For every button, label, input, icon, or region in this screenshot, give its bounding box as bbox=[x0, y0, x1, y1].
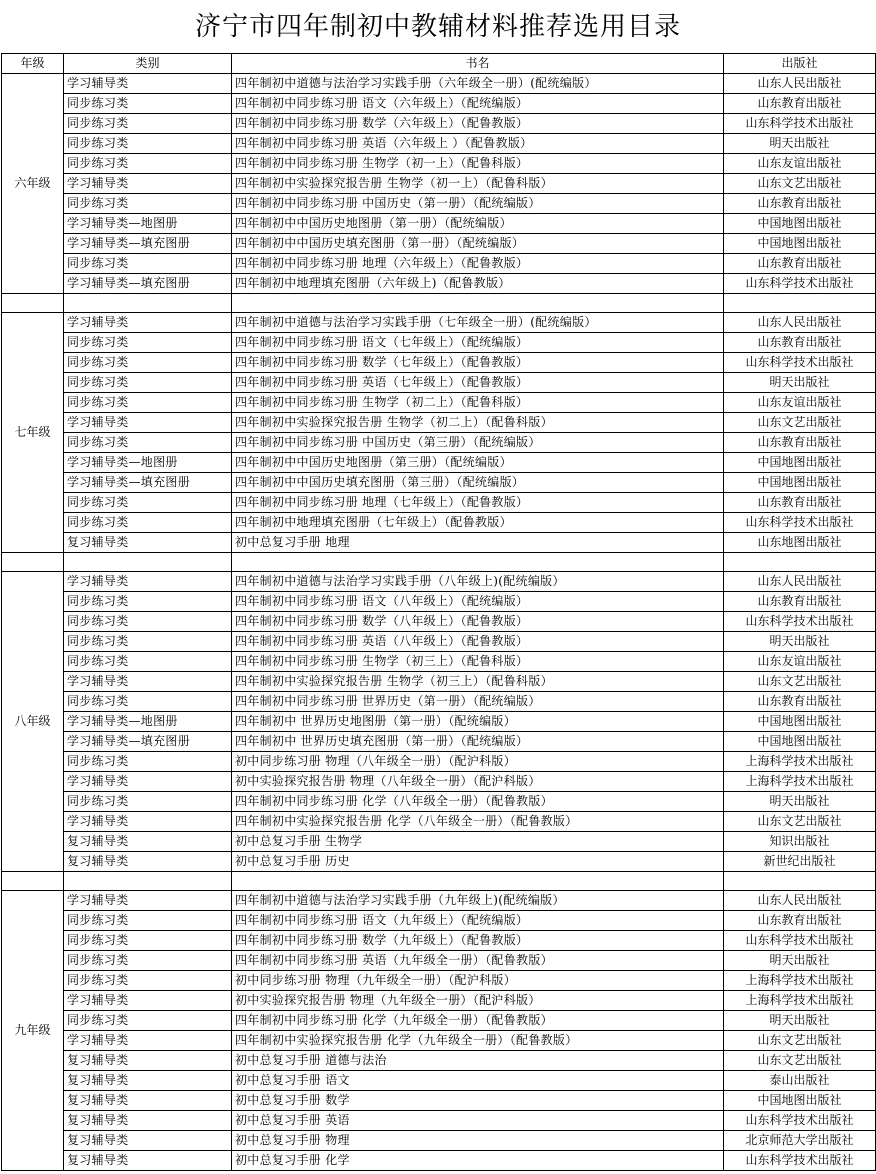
category-cell: 学习辅导类 bbox=[64, 413, 232, 433]
book-title-cell: 四年制初中同步练习册 地理（六年级上）（配鲁教版） bbox=[232, 254, 724, 274]
spacer-row bbox=[2, 294, 876, 313]
book-title-cell: 初中总复习手册 数学 bbox=[232, 1091, 724, 1111]
book-title-cell: 四年制初中实验探究报告册 生物学（初一上）（配鲁科版） bbox=[232, 174, 724, 194]
spacer-row bbox=[2, 872, 876, 891]
category-cell: 学习辅导类—填充图册 bbox=[64, 473, 232, 493]
book-title-cell: 四年制初中中国历史地图册（第三册）（配统编版） bbox=[232, 453, 724, 473]
category-cell: 同步练习类 bbox=[64, 194, 232, 214]
table-row bbox=[2, 911, 876, 931]
table-row bbox=[2, 74, 876, 94]
book-title-cell: 四年制初中同步练习册 数学（七年级上）（配鲁教版） bbox=[232, 353, 724, 373]
header-publisher: 出版社 bbox=[724, 54, 876, 74]
book-title-cell: 初中实验探究报告册 物理（九年级全一册）（配沪科版） bbox=[232, 991, 724, 1011]
publisher-cell: 泰山出版社 bbox=[724, 1071, 876, 1091]
publisher-cell: 明天出版社 bbox=[724, 792, 876, 812]
book-title-cell: 四年制初中同步练习册 中国历史（第三册）（配统编版） bbox=[232, 433, 724, 453]
category-cell: 同步练习类 bbox=[64, 592, 232, 612]
book-title-cell: 初中同步练习册 物理（九年级全一册）（配沪科版） bbox=[232, 971, 724, 991]
publisher-cell: 山东科学技术出版社 bbox=[724, 114, 876, 134]
publisher-cell: 新世纪出版社 bbox=[724, 852, 876, 872]
publisher-cell: 明天出版社 bbox=[724, 632, 876, 652]
table-row bbox=[2, 632, 876, 652]
category-cell: 学习辅导类 bbox=[64, 891, 232, 911]
publisher-cell: 山东科学技术出版社 bbox=[724, 931, 876, 951]
publisher-cell: 山东人民出版社 bbox=[724, 891, 876, 911]
category-cell: 复习辅导类 bbox=[64, 1151, 232, 1171]
spacer-cell bbox=[724, 872, 876, 891]
publisher-cell: 山东人民出版社 bbox=[724, 572, 876, 592]
publisher-cell: 山东文艺出版社 bbox=[724, 1051, 876, 1071]
category-cell: 同步练习类 bbox=[64, 373, 232, 393]
category-cell: 同步练习类 bbox=[64, 513, 232, 533]
category-cell: 同步练习类 bbox=[64, 752, 232, 772]
spacer-row bbox=[2, 553, 876, 572]
publisher-cell: 上海科学技术出版社 bbox=[724, 752, 876, 772]
table-row bbox=[2, 174, 876, 194]
category-cell: 复习辅导类 bbox=[64, 1131, 232, 1151]
book-title-cell: 四年制初中同步练习册 化学（八年级全一册）（配鲁教版） bbox=[232, 792, 724, 812]
book-title-cell: 四年制初中道德与法治学习实践手册（八年级上)(配统编版） bbox=[232, 572, 724, 592]
category-cell: 复习辅导类 bbox=[64, 1091, 232, 1111]
category-cell: 同步练习类 bbox=[64, 114, 232, 134]
publisher-cell: 山东教育出版社 bbox=[724, 194, 876, 214]
category-cell: 复习辅导类 bbox=[64, 1071, 232, 1091]
table-row bbox=[2, 1031, 876, 1051]
book-title-cell: 四年制初中同步练习册 英语（七年级上）（配鲁教版） bbox=[232, 373, 724, 393]
category-cell: 同步练习类 bbox=[64, 1011, 232, 1031]
table-row bbox=[2, 333, 876, 353]
table-row bbox=[2, 832, 876, 852]
table-row bbox=[2, 1051, 876, 1071]
publisher-cell: 山东科学技术出版社 bbox=[724, 1151, 876, 1171]
book-title-cell: 初中总复习手册 物理 bbox=[232, 1131, 724, 1151]
category-cell: 学习辅导类 bbox=[64, 313, 232, 333]
grade-cell: 七年级 bbox=[2, 313, 64, 553]
spacer-cell bbox=[64, 294, 232, 313]
table-row bbox=[2, 433, 876, 453]
table-row bbox=[2, 592, 876, 612]
book-title-cell: 四年制初中同步练习册 语文（九年级上）（配统编版） bbox=[232, 911, 724, 931]
publisher-cell: 山东友谊出版社 bbox=[724, 393, 876, 413]
publisher-cell: 山东文艺出版社 bbox=[724, 672, 876, 692]
table-row bbox=[2, 473, 876, 493]
book-title-cell: 四年制初中中国历史地图册（第一册）（配统编版） bbox=[232, 214, 724, 234]
publisher-cell: 山东友谊出版社 bbox=[724, 154, 876, 174]
category-cell: 学习辅导类—填充图册 bbox=[64, 234, 232, 254]
publisher-cell: 北京师范大学出版社 bbox=[724, 1131, 876, 1151]
publisher-cell: 明天出版社 bbox=[724, 1011, 876, 1031]
category-cell: 学习辅导类 bbox=[64, 1031, 232, 1051]
header-grade: 年级 bbox=[2, 54, 64, 74]
table-row bbox=[2, 1131, 876, 1151]
book-title-cell: 四年制初中同步练习册 数学（八年级上）（配鲁教版） bbox=[232, 612, 724, 632]
spacer-cell bbox=[232, 872, 724, 891]
publisher-cell: 山东教育出版社 bbox=[724, 94, 876, 114]
table-row bbox=[2, 493, 876, 513]
book-title-cell: 四年制初中同步练习册 语文（八年级上）（配统编版） bbox=[232, 592, 724, 612]
table-row bbox=[2, 891, 876, 911]
spacer-cell bbox=[2, 294, 64, 313]
category-cell: 复习辅导类 bbox=[64, 1111, 232, 1131]
table-row bbox=[2, 353, 876, 373]
table-row bbox=[2, 991, 876, 1011]
category-cell: 学习辅导类 bbox=[64, 572, 232, 592]
table-row bbox=[2, 393, 876, 413]
category-cell: 学习辅导类 bbox=[64, 672, 232, 692]
book-title-cell: 初中同步练习册 物理（八年级全一册）（配沪科版） bbox=[232, 752, 724, 772]
publisher-cell: 山东教育出版社 bbox=[724, 493, 876, 513]
publisher-cell: 山东科学技术出版社 bbox=[724, 274, 876, 294]
category-cell: 学习辅导类 bbox=[64, 74, 232, 94]
page-title: 济宁市四年制初中教辅材料推荐选用目录 bbox=[194, 12, 681, 42]
table-row bbox=[2, 94, 876, 114]
publisher-cell: 明天出版社 bbox=[724, 373, 876, 393]
category-cell: 同步练习类 bbox=[64, 94, 232, 114]
publisher-cell: 中国地图出版社 bbox=[724, 214, 876, 234]
table-row bbox=[2, 712, 876, 732]
table-row bbox=[2, 413, 876, 433]
publisher-cell: 山东科学技术出版社 bbox=[724, 1111, 876, 1131]
category-cell: 学习辅导类 bbox=[64, 812, 232, 832]
book-title-cell: 四年制初中道德与法治学习实践手册（九年级上)(配统编版） bbox=[232, 891, 724, 911]
category-cell: 同步练习类 bbox=[64, 931, 232, 951]
publisher-cell: 中国地图出版社 bbox=[724, 453, 876, 473]
book-title-cell: 初中总复习手册 历史 bbox=[232, 852, 724, 872]
publisher-cell: 中国地图出版社 bbox=[724, 234, 876, 254]
table-row bbox=[2, 453, 876, 473]
publisher-cell: 中国地图出版社 bbox=[724, 712, 876, 732]
table-row bbox=[2, 154, 876, 174]
catalog-body bbox=[2, 74, 876, 1171]
category-cell: 学习辅导类—地图册 bbox=[64, 712, 232, 732]
spacer-cell bbox=[2, 872, 64, 891]
book-title-cell: 四年制初中 世界历史地图册（第一册）（配统编版） bbox=[232, 712, 724, 732]
book-title-cell: 初中总复习手册 生物学 bbox=[232, 832, 724, 852]
book-title-cell: 四年制初中道德与法治学习实践手册（六年级全一册）(配统编版） bbox=[232, 74, 724, 94]
book-title-cell: 四年制初中同步练习册 生物学（初一上）（配鲁科版） bbox=[232, 154, 724, 174]
book-title-cell: 四年制初中同步练习册 语文（七年级上）（配统编版） bbox=[232, 333, 724, 353]
book-title-cell: 四年制初中同步练习册 英语（九年级全一册）（配鲁教版） bbox=[232, 951, 724, 971]
category-cell: 复习辅导类 bbox=[64, 533, 232, 553]
book-title-cell: 四年制初中同步练习册 英语（八年级上）（配鲁教版） bbox=[232, 632, 724, 652]
book-title-cell: 四年制初中同步练习册 中国历史（第一册）（配统编版） bbox=[232, 194, 724, 214]
table-container bbox=[1, 53, 876, 1171]
category-cell: 同步练习类 bbox=[64, 911, 232, 931]
category-cell: 同步练习类 bbox=[64, 333, 232, 353]
spacer-cell bbox=[232, 553, 724, 572]
book-title-cell: 四年制初中道德与法治学习实践手册（七年级全一册）(配统编版） bbox=[232, 313, 724, 333]
publisher-cell: 中国地图出版社 bbox=[724, 1091, 876, 1111]
book-title-cell: 初中实验探究报告册 物理（八年级全一册）（配沪科版） bbox=[232, 772, 724, 792]
category-cell: 同步练习类 bbox=[64, 792, 232, 812]
table-row bbox=[2, 572, 876, 592]
spacer-cell bbox=[724, 553, 876, 572]
table-row bbox=[2, 652, 876, 672]
publisher-cell: 山东教育出版社 bbox=[724, 433, 876, 453]
category-cell: 学习辅导类 bbox=[64, 772, 232, 792]
table-row bbox=[2, 951, 876, 971]
grade-cell: 九年级 bbox=[2, 891, 64, 1171]
publisher-cell: 山东教育出版社 bbox=[724, 592, 876, 612]
table-row bbox=[2, 533, 876, 553]
publisher-cell: 山东科学技术出版社 bbox=[724, 513, 876, 533]
publisher-cell: 山东文艺出版社 bbox=[724, 413, 876, 433]
publisher-cell: 山东教育出版社 bbox=[724, 333, 876, 353]
table-row bbox=[2, 692, 876, 712]
table-row bbox=[2, 812, 876, 832]
category-cell: 复习辅导类 bbox=[64, 832, 232, 852]
table-row bbox=[2, 752, 876, 772]
category-cell: 学习辅导类—地图册 bbox=[64, 453, 232, 473]
publisher-cell: 上海科学技术出版社 bbox=[724, 971, 876, 991]
publisher-cell: 山东教育出版社 bbox=[724, 254, 876, 274]
table-row bbox=[2, 612, 876, 632]
book-title-cell: 四年制初中实验探究报告册 生物学（初二上）（配鲁科版） bbox=[232, 413, 724, 433]
book-title-cell: 四年制初中 世界历史填充图册（第一册）（配统编版） bbox=[232, 732, 724, 752]
publisher-cell: 知识出版社 bbox=[724, 832, 876, 852]
table-row bbox=[2, 672, 876, 692]
publisher-cell: 上海科学技术出版社 bbox=[724, 772, 876, 792]
publisher-cell: 上海科学技术出版社 bbox=[724, 991, 876, 1011]
book-title-cell: 四年制初中地理填充图册（六年级上)（配鲁教版） bbox=[232, 274, 724, 294]
table-row bbox=[2, 1071, 876, 1091]
category-cell: 同步练习类 bbox=[64, 971, 232, 991]
category-cell: 同步练习类 bbox=[64, 493, 232, 513]
table-row bbox=[2, 194, 876, 214]
table-row bbox=[2, 732, 876, 752]
book-title-cell: 四年制初中同步练习册 数学（六年级上）（配鲁教版） bbox=[232, 114, 724, 134]
spacer-cell bbox=[232, 294, 724, 313]
publisher-cell: 山东地图出版社 bbox=[724, 533, 876, 553]
book-title-cell: 四年制初中同步练习册 语文（六年级上）（配统编版） bbox=[232, 94, 724, 114]
table-row bbox=[2, 1111, 876, 1131]
book-title-cell: 四年制初中实验探究报告册 化学（九年级全一册）（配鲁教版） bbox=[232, 1031, 724, 1051]
category-cell: 同步练习类 bbox=[64, 612, 232, 632]
table-row bbox=[2, 114, 876, 134]
publisher-cell: 明天出版社 bbox=[724, 134, 876, 154]
category-cell: 学习辅导类—地图册 bbox=[64, 214, 232, 234]
book-title-cell: 四年制初中同步练习册 生物学（初二上）（配鲁科版） bbox=[232, 393, 724, 413]
book-title-cell: 四年制初中同步练习册 英语（六年级上 ）（配鲁教版） bbox=[232, 134, 724, 154]
category-cell: 同步练习类 bbox=[64, 254, 232, 274]
book-title-cell: 四年制初中地理填充图册（七年级上）（配鲁教版） bbox=[232, 513, 724, 533]
table-row bbox=[2, 971, 876, 991]
category-cell: 学习辅导类—填充图册 bbox=[64, 732, 232, 752]
book-title-cell: 四年制初中同步练习册 世界历史（第一册）（配统编版） bbox=[232, 692, 724, 712]
publisher-cell: 山东科学技术出版社 bbox=[724, 353, 876, 373]
book-title-cell: 初中总复习手册 化学 bbox=[232, 1151, 724, 1171]
category-cell: 同步练习类 bbox=[64, 951, 232, 971]
category-cell: 同步练习类 bbox=[64, 154, 232, 174]
table-row bbox=[2, 1091, 876, 1111]
category-cell: 同步练习类 bbox=[64, 134, 232, 154]
publisher-cell: 中国地图出版社 bbox=[724, 473, 876, 493]
spacer-cell bbox=[64, 553, 232, 572]
table-row bbox=[2, 772, 876, 792]
category-cell: 学习辅导类—填充图册 bbox=[64, 274, 232, 294]
table-row bbox=[2, 931, 876, 951]
table-row bbox=[2, 1151, 876, 1171]
book-title-cell: 四年制初中实验探究报告册 生物学（初三上）（配鲁科版） bbox=[232, 672, 724, 692]
publisher-cell: 山东人民出版社 bbox=[724, 313, 876, 333]
book-title-cell: 四年制初中中国历史填充图册（第一册）（配统编版） bbox=[232, 234, 724, 254]
book-title-cell: 初中总复习手册 语文 bbox=[232, 1071, 724, 1091]
book-title-cell: 四年制初中实验探究报告册 化学（八年级全一册）（配鲁教版） bbox=[232, 812, 724, 832]
book-title-cell: 四年制初中同步练习册 生物学（初三上）（配鲁科版） bbox=[232, 652, 724, 672]
publisher-cell: 中国地图出版社 bbox=[724, 732, 876, 752]
book-title-cell: 初中总复习手册 英语 bbox=[232, 1111, 724, 1131]
publisher-cell: 山东教育出版社 bbox=[724, 692, 876, 712]
header-book-title: 书名 bbox=[232, 54, 724, 74]
grade-cell: 六年级 bbox=[2, 74, 64, 294]
book-title-cell: 初中总复习手册 地理 bbox=[232, 533, 724, 553]
category-cell: 同步练习类 bbox=[64, 632, 232, 652]
spacer-cell bbox=[64, 872, 232, 891]
publisher-cell: 山东教育出版社 bbox=[724, 911, 876, 931]
category-cell: 同步练习类 bbox=[64, 353, 232, 373]
book-title-cell: 四年制初中同步练习册 数学（九年级上）（配鲁教版） bbox=[232, 931, 724, 951]
category-cell: 复习辅导类 bbox=[64, 852, 232, 872]
header-row bbox=[2, 54, 876, 74]
publisher-cell: 山东文艺出版社 bbox=[724, 1031, 876, 1051]
spacer-cell bbox=[724, 294, 876, 313]
header-category: 类别 bbox=[64, 54, 232, 74]
table-row bbox=[2, 373, 876, 393]
table-row bbox=[2, 313, 876, 333]
table-row bbox=[2, 1011, 876, 1031]
table-row bbox=[2, 792, 876, 812]
book-title-cell: 四年制初中中国历史填充图册（第三册）（配统编版） bbox=[232, 473, 724, 493]
publisher-cell: 明天出版社 bbox=[724, 951, 876, 971]
category-cell: 同步练习类 bbox=[64, 692, 232, 712]
table-row bbox=[2, 513, 876, 533]
book-title-cell: 四年制初中同步练习册 地理（七年级上）（配鲁教版） bbox=[232, 493, 724, 513]
publisher-cell: 山东文艺出版社 bbox=[724, 812, 876, 832]
book-title-cell: 四年制初中同步练习册 化学（九年级全一册）（配鲁教版） bbox=[232, 1011, 724, 1031]
category-cell: 学习辅导类 bbox=[64, 991, 232, 1011]
table-row bbox=[2, 852, 876, 872]
spacer-cell bbox=[2, 553, 64, 572]
catalog-table bbox=[1, 53, 876, 1171]
table-row bbox=[2, 254, 876, 274]
table-row bbox=[2, 214, 876, 234]
book-title-cell: 初中总复习手册 道德与法治 bbox=[232, 1051, 724, 1071]
table-row bbox=[2, 134, 876, 154]
table-row bbox=[2, 274, 876, 294]
grade-cell: 八年级 bbox=[2, 572, 64, 872]
category-cell: 学习辅导类 bbox=[64, 174, 232, 194]
publisher-cell: 山东文艺出版社 bbox=[724, 174, 876, 194]
publisher-cell: 山东人民出版社 bbox=[724, 74, 876, 94]
category-cell: 同步练习类 bbox=[64, 433, 232, 453]
category-cell: 同步练习类 bbox=[64, 393, 232, 413]
category-cell: 复习辅导类 bbox=[64, 1051, 232, 1071]
publisher-cell: 山东友谊出版社 bbox=[724, 652, 876, 672]
category-cell: 同步练习类 bbox=[64, 652, 232, 672]
table-row bbox=[2, 234, 876, 254]
publisher-cell: 山东科学技术出版社 bbox=[724, 612, 876, 632]
